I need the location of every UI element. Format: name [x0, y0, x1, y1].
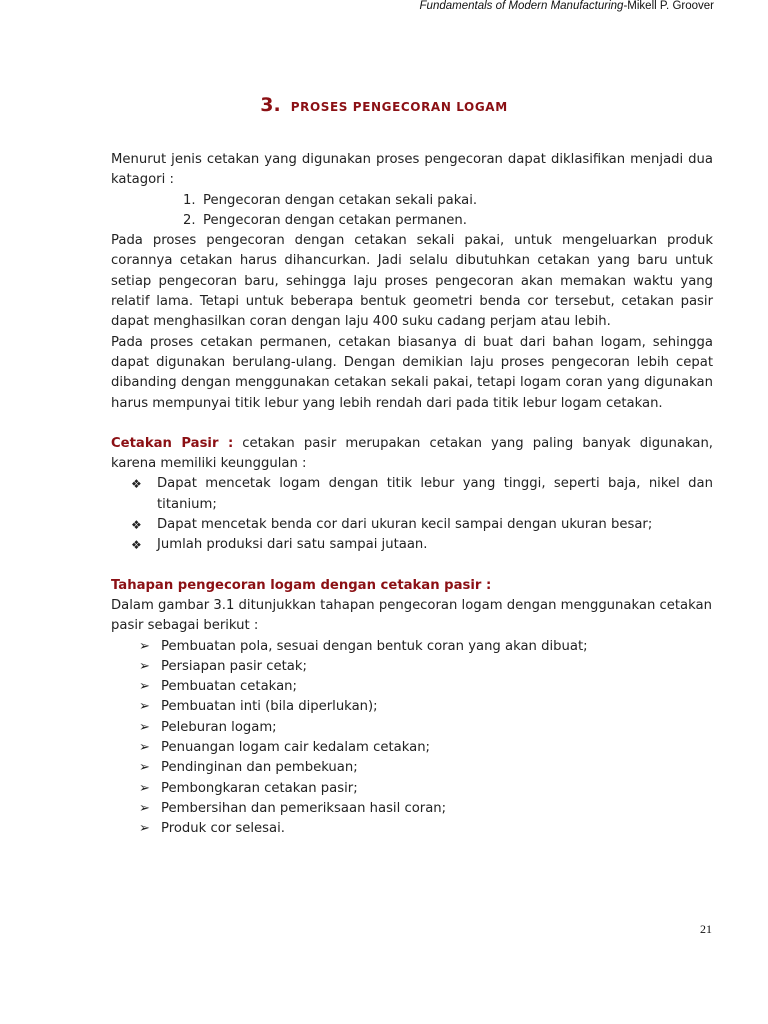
list-text: Dapat mencetak logam dengan titik lebur yang tinggi, seperti baja, nikel dan titanium;: [157, 476, 713, 512]
list-item: [139, 697, 713, 717]
list-number: 2.: [183, 212, 196, 228]
list-text: Pengecoran dengan cetakan sekali pakai.: [203, 192, 478, 208]
diamond-bullet-icon: ❖: [131, 477, 142, 492]
list-text: Pendinginan dan pembekuan;: [161, 760, 358, 776]
list-item: [131, 474, 713, 515]
list-text: Dapat mencetak benda cor dari ukuran kecil sampai dengan ukuran besar;: [157, 517, 653, 533]
arrow-bullet-icon: ➢: [139, 740, 150, 756]
advantages-list: [111, 474, 713, 555]
category-list: [111, 191, 713, 232]
arrow-bullet-icon: ➢: [139, 638, 150, 654]
arrow-bullet-icon: ➢: [139, 658, 150, 674]
book-title: Fundamentals of Modern Manufacturing: [419, 0, 624, 12]
list-item: [139, 779, 713, 799]
list-text: Pembuatan inti (bila diperlukan);: [161, 699, 378, 715]
paragraph-expendable-mold: Pada proses pengecoran dengan cetakan sekali pakai, untuk mengeluarkan produk corannya cetakan harus dihancurkan. Jadi selalu dibutuhkan cetakan yang baru untuk setiap pengecoran baru, sehingga laju proses pengecoran akan memakan waktu yang relatif lama. Tetapi untuk beberapa bentuk geometri benda cor tersebut, cetakan pasir dapat menghasilkan coran dengan laju 400 suku cadang perjam atau lebih.: [111, 233, 713, 330]
list-item: [139, 677, 713, 697]
page-number: 21: [700, 922, 712, 936]
arrow-bullet-icon: ➢: [139, 821, 150, 837]
list-item: [183, 211, 713, 231]
list-item: [139, 758, 713, 778]
chapter-number: 3.: [260, 94, 281, 116]
paragraph-permanent-mold: Pada proses cetakan permanen, cetakan biasanya di buat dari bahan logam, sehingga dapat digunakan berulang-ulang. Dengan demikian laju proses pengecoran lebih cepat dibanding dengan menggunakan cetakan sekali pakai, tetapi logam coran yang digunakan harus mempunyai titik lebur yang lebih rendah dari pada titik lebur logam cetakan.: [111, 334, 713, 411]
arrow-bullet-icon: ➢: [139, 699, 150, 715]
stages-intro: Dalam gambar 3.1 ditunjukkan tahapan pengecoran logam dengan menggunakan cetakan pasir sebagai berikut :: [111, 597, 712, 634]
list-text: Pembongkaran cetakan pasir;: [161, 780, 358, 796]
stages-heading-text: Tahapan pengecoran logam dengan cetakan pasir :: [111, 577, 492, 593]
list-item: [139, 819, 713, 839]
list-item: [183, 191, 713, 211]
list-text: Jumlah produksi dari satu sampai jutaan.: [157, 537, 428, 553]
list-text: Peleburan logam;: [161, 719, 277, 735]
arrow-bullet-icon: ➢: [139, 679, 150, 695]
stages-heading: [111, 576, 713, 596]
list-text: Pembuatan cetakan;: [161, 679, 297, 695]
list-text: Persiapan pasir cetak;: [161, 658, 307, 674]
list-item: [131, 515, 713, 535]
list-text: Pembuatan pola, sesuai dengan bentuk coran yang akan dibuat;: [161, 638, 588, 654]
stages-list: [111, 637, 713, 840]
arrow-bullet-icon: ➢: [139, 800, 150, 816]
list-item: [139, 637, 713, 657]
list-text: Penuangan logam cair kedalam cetakan;: [161, 740, 431, 756]
arrow-bullet-icon: ➢: [139, 760, 150, 776]
diamond-bullet-icon: ❖: [131, 538, 142, 553]
intro-paragraph: Menurut jenis cetakan yang digunakan proses pengecoran dapat diklasifikan menjadi dua katagori :: [111, 152, 713, 188]
chapter-heading: PROSES PENGECORAN LOGAM: [290, 100, 508, 114]
body-text: [111, 150, 713, 840]
running-header: [420, 0, 714, 12]
sand-mold-paragraph: [111, 434, 713, 475]
list-item: [139, 799, 713, 819]
list-text: Produk cor selesai.: [161, 821, 285, 837]
list-item: [139, 657, 713, 677]
sand-mold-text: cetakan pasir merupakan cetakan yang paling banyak digunakan, karena memiliki keunggulan :: [111, 435, 713, 472]
list-item: [139, 738, 713, 758]
sand-mold-heading: Cetakan Pasir :: [111, 435, 234, 451]
diamond-bullet-icon: ❖: [131, 518, 142, 533]
list-text: Pengecoran dengan cetakan permanen.: [203, 212, 467, 228]
list-number: 1.: [183, 192, 196, 208]
list-item: [131, 535, 713, 555]
list-text: Pembersihan dan pemeriksaan hasil coran;: [161, 800, 447, 816]
arrow-bullet-icon: ➢: [139, 780, 150, 796]
author-name: -Mikell P. Groover: [623, 0, 714, 12]
arrow-bullet-icon: ➢: [139, 719, 150, 735]
list-item: [139, 718, 713, 738]
chapter-title: [0, 94, 768, 116]
